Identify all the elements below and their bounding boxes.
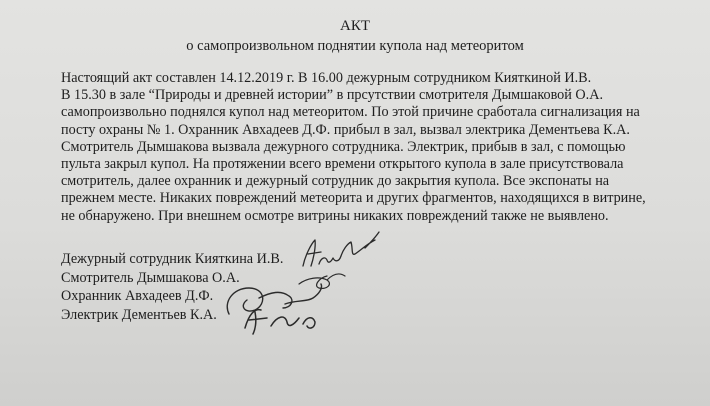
body-line: самопроизвольно поднялся купол над метеоритом. По этой причине сработала сигнализация на — [61, 104, 640, 121]
body-line: Настоящий акт составлен 14.12.2019 г. В 16.00 дежурным сотрудником Кияткиной И.В. — [61, 70, 592, 86]
signature-electrician — [245, 310, 315, 334]
document-subtitle: о самопроизвольном поднятии купола над метеоритом — [186, 38, 524, 54]
signer-duty-officer: Дежурный сотрудник Кияткина И.В. — [61, 251, 284, 267]
body-line: прежнем месте. Никаких повреждений метеорита и других фрагментов, находящихся в витрине, — [61, 190, 646, 207]
signature-duty-officer — [303, 232, 379, 266]
signature-guard — [227, 284, 321, 314]
signer-electrician: Электрик Дементьев К.А. — [61, 306, 217, 323]
document-body — [61, 70, 661, 225]
body-line: пульта закрыл купол. На протяжении всего времени открытого купола в зале присутствовала — [61, 156, 624, 173]
document-title: АКТ — [340, 18, 370, 34]
body-line: смотритель, далее охранник и дежурный сотрудник до закрытия купола. Все экспонаты на — [61, 173, 610, 190]
body-line: Смотритель Дымшакова вызвала дежурного сотрудника. Электрик, прибыв в зал, с помощью — [61, 138, 626, 155]
body-line: не обнаружено. При внешнем осмотре витрины никаких повреждений также не выявлено. — [61, 207, 609, 224]
body-line: В 15.30 в зале “Природы и древней истории” в прсутствии смотрителя Дымшаковой О.А. — [61, 87, 603, 104]
body-line: посту охраны № 1. Охранник Авхадеев Д.Ф. прибыл в зал, вызвал электрика Дементьева К.А. — [61, 121, 630, 138]
signer-attendant: Смотритель Дымшакова О.А. — [61, 269, 240, 286]
signatures-block — [215, 222, 395, 342]
signer-guard: Охранник Авхадеев Д.Ф. — [61, 288, 214, 305]
